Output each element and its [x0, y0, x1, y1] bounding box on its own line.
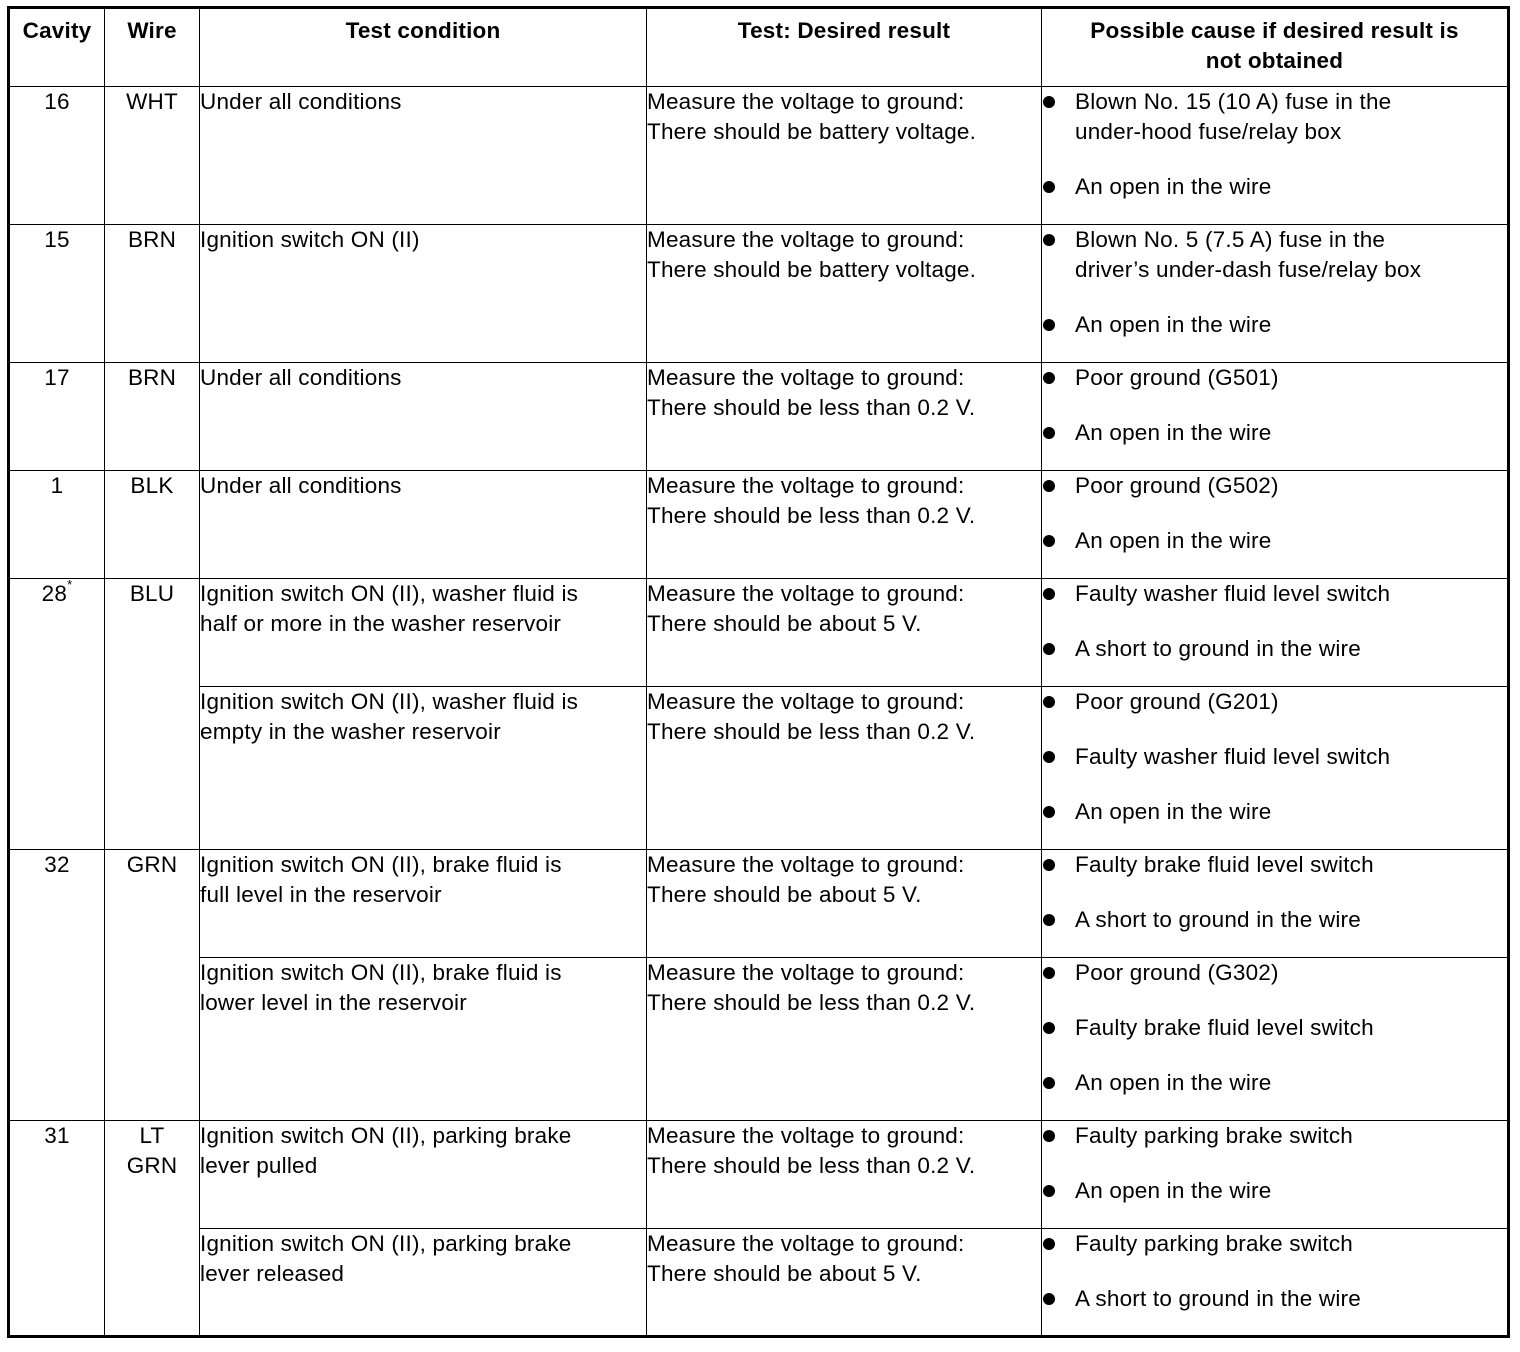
possible-cause-cell — [1042, 1229, 1509, 1337]
bullet-icon — [1043, 1022, 1055, 1034]
bullet-icon — [1043, 535, 1055, 547]
cause-item — [1042, 418, 1507, 448]
cause-text: An open in the wire — [1075, 312, 1272, 337]
cause-text: An open in the wire — [1075, 799, 1272, 824]
test-condition-cell — [200, 1229, 647, 1337]
desired-result-cell — [647, 850, 1042, 958]
cavity-cell — [9, 471, 105, 579]
table-row — [9, 687, 1509, 850]
cause-item — [1042, 634, 1507, 664]
cause-text: A short to ground in the wire — [1075, 907, 1361, 932]
wire-cell — [105, 87, 200, 225]
cavity-cell — [9, 576, 105, 850]
cause-item — [1042, 471, 1507, 501]
header-possible-cause-line2: not obtained — [1205, 48, 1344, 73]
table-row — [9, 87, 1509, 225]
desired-result-text: Measure the voltage to ground: — [647, 89, 965, 114]
cause-item — [1042, 905, 1507, 935]
cause-item — [1042, 797, 1507, 827]
table-row — [9, 1121, 1509, 1229]
table-row — [9, 958, 1509, 1121]
cavity-cell — [9, 225, 105, 363]
desired-result-text: There should be about 5 V. — [647, 882, 922, 907]
cause-text: An open in the wire — [1075, 528, 1272, 553]
bullet-icon — [1043, 696, 1055, 708]
cause-text: Faulty washer fluid level switch — [1075, 744, 1391, 769]
cause-item — [1042, 87, 1507, 147]
table-row — [9, 225, 1509, 363]
desired-result-text: There should be less than 0.2 V. — [647, 1153, 976, 1178]
wire-color: BRN — [127, 227, 177, 252]
desired-result-text: Measure the voltage to ground: — [647, 1123, 965, 1148]
cavity-number: 31 — [44, 1123, 70, 1148]
test-condition-cell — [200, 850, 647, 958]
header-desired-result: Test: Desired result — [647, 8, 1042, 87]
test-condition-text: Ignition switch ON (II), brake fluid is — [200, 960, 562, 985]
test-condition-text: half or more in the washer reservoir — [200, 611, 562, 636]
table-row — [9, 1229, 1509, 1337]
cause-item — [1042, 225, 1507, 285]
desired-result-text: Measure the voltage to ground: — [647, 852, 965, 877]
cause-text: driver’s under-dash fuse/relay box — [1075, 257, 1422, 282]
test-condition-cell — [200, 363, 647, 471]
table-row — [9, 363, 1509, 471]
test-condition-text: Under all conditions — [200, 89, 402, 114]
cause-list — [1042, 471, 1507, 556]
bullet-icon — [1043, 372, 1055, 384]
cavity-cell — [9, 363, 105, 471]
bullet-icon — [1043, 967, 1055, 979]
header-row — [9, 8, 1509, 87]
cause-text: A short to ground in the wire — [1075, 1286, 1361, 1311]
wire-cell — [105, 225, 200, 363]
cause-item — [1042, 958, 1507, 988]
diagnostic-table — [7, 6, 1510, 1338]
desired-result-text: There should be less than 0.2 V. — [647, 719, 976, 744]
possible-cause-cell — [1042, 363, 1509, 471]
cause-item — [1042, 1013, 1507, 1043]
test-condition-cell — [200, 687, 647, 850]
possible-cause-cell — [1042, 579, 1509, 687]
test-condition-cell — [200, 1121, 647, 1229]
bullet-icon — [1043, 806, 1055, 818]
wire-cell — [105, 471, 200, 579]
cause-list — [1042, 687, 1507, 827]
desired-result-cell — [647, 87, 1042, 225]
desired-result-cell — [647, 1229, 1042, 1337]
desired-result-text: Measure the voltage to ground: — [647, 960, 965, 985]
cause-text: Faulty brake fluid level switch — [1075, 1015, 1374, 1040]
cause-text: Blown No. 5 (7.5 A) fuse in the — [1075, 227, 1386, 252]
table-row — [9, 579, 1509, 687]
cause-text: A short to ground in the wire — [1075, 636, 1361, 661]
cause-list — [1042, 87, 1507, 202]
desired-result-text: Measure the voltage to ground: — [647, 581, 965, 606]
wire-color: BLU — [129, 581, 175, 606]
test-condition-text: full level in the reservoir — [200, 882, 442, 907]
bullet-icon — [1043, 181, 1055, 193]
desired-result-text: There should be battery voltage. — [647, 119, 977, 144]
possible-cause-cell — [1042, 958, 1509, 1121]
header-cavity: Cavity — [9, 8, 105, 87]
table-row — [9, 850, 1509, 958]
bullet-icon — [1043, 319, 1055, 331]
cause-text: Faulty washer fluid level switch — [1075, 581, 1391, 606]
bullet-icon — [1043, 859, 1055, 871]
bullet-icon — [1043, 96, 1055, 108]
bullet-icon — [1043, 588, 1055, 600]
test-condition-text: lever released — [200, 1261, 345, 1286]
cause-item — [1042, 1284, 1507, 1314]
cause-text: An open in the wire — [1075, 1070, 1272, 1095]
bullet-icon — [1043, 751, 1055, 763]
wire-color: BRN — [127, 365, 177, 390]
cause-item — [1042, 742, 1507, 772]
possible-cause-cell — [1042, 687, 1509, 850]
desired-result-text: There should be less than 0.2 V. — [647, 503, 976, 528]
desired-result-text: There should be less than 0.2 V. — [647, 990, 976, 1015]
cavity-footnote-mark: * — [67, 576, 73, 592]
test-condition-text: lever pulled — [200, 1153, 318, 1178]
bullet-icon — [1043, 234, 1055, 246]
cause-text: Faulty parking brake switch — [1075, 1231, 1354, 1256]
test-condition-text: Ignition switch ON (II), brake fluid is — [200, 852, 562, 877]
bullet-icon — [1043, 1077, 1055, 1089]
cavity-number: 15 — [44, 227, 70, 252]
test-condition-text: Ignition switch ON (II), parking brake — [200, 1123, 572, 1148]
possible-cause-cell — [1042, 850, 1509, 958]
test-condition-cell — [200, 958, 647, 1121]
test-condition-cell — [200, 579, 647, 687]
cause-text: Faulty brake fluid level switch — [1075, 852, 1374, 877]
bullet-icon — [1043, 427, 1055, 439]
bullet-icon — [1043, 914, 1055, 926]
cavity-cell — [9, 850, 105, 1121]
cause-text: Poor ground (G302) — [1075, 960, 1279, 985]
desired-result-text: There should be about 5 V. — [647, 1261, 922, 1286]
bullet-icon — [1043, 643, 1055, 655]
test-condition-text: Ignition switch ON (II) — [200, 227, 420, 252]
cause-text: Poor ground (G201) — [1075, 689, 1279, 714]
cause-text: under-hood fuse/relay box — [1075, 119, 1342, 144]
test-condition-text: lower level in the reservoir — [200, 990, 467, 1015]
desired-result-cell — [647, 225, 1042, 363]
cause-list — [1042, 363, 1507, 448]
wire-color: GRN — [126, 1153, 178, 1178]
desired-result-cell — [647, 958, 1042, 1121]
table-header — [9, 8, 1509, 87]
cause-text: Faulty parking brake switch — [1075, 1123, 1354, 1148]
cause-list — [1042, 958, 1507, 1098]
cause-text: An open in the wire — [1075, 420, 1272, 445]
test-condition-cell — [200, 87, 647, 225]
cause-item — [1042, 1229, 1507, 1259]
cause-item — [1042, 310, 1507, 340]
wire-color: LT — [139, 1123, 165, 1148]
header-wire: Wire — [105, 8, 200, 87]
cause-text: Blown No. 15 (10 A) fuse in the — [1075, 89, 1392, 114]
desired-result-cell — [647, 1121, 1042, 1229]
cause-item — [1042, 1121, 1507, 1151]
test-condition-cell — [200, 471, 647, 579]
cause-item — [1042, 1068, 1507, 1098]
desired-result-text: There should be battery voltage. — [647, 257, 977, 282]
desired-result-text: There should be less than 0.2 V. — [647, 395, 976, 420]
test-condition-text: Under all conditions — [200, 365, 402, 390]
wire-cell — [105, 363, 200, 471]
possible-cause-cell — [1042, 87, 1509, 225]
cause-item — [1042, 363, 1507, 393]
bullet-icon — [1043, 1185, 1055, 1197]
possible-cause-cell — [1042, 1121, 1509, 1229]
cavity-number: 16 — [44, 89, 70, 114]
cavity-cell — [9, 1121, 105, 1337]
cavity-number: 1 — [50, 473, 64, 498]
desired-result-text: Measure the voltage to ground: — [647, 365, 965, 390]
cavity-number: 28 — [41, 581, 68, 606]
desired-result-text: Measure the voltage to ground: — [647, 473, 965, 498]
test-condition-cell — [200, 225, 647, 363]
possible-cause-cell — [1042, 225, 1509, 363]
cause-text: An open in the wire — [1075, 174, 1272, 199]
cause-item — [1042, 526, 1507, 556]
possible-cause-cell — [1042, 471, 1509, 579]
cavity-number: 17 — [44, 365, 70, 390]
cause-item — [1042, 850, 1507, 880]
header-possible-cause — [1042, 8, 1509, 87]
table-row — [9, 471, 1509, 579]
cause-item — [1042, 1176, 1507, 1206]
wire-color: GRN — [126, 852, 178, 877]
desired-result-cell — [647, 363, 1042, 471]
test-condition-text: Ignition switch ON (II), washer fluid is — [200, 689, 579, 714]
cause-text: Poor ground (G501) — [1075, 365, 1279, 390]
test-condition-text: Under all conditions — [200, 473, 402, 498]
test-condition-text: Ignition switch ON (II), parking brake — [200, 1231, 572, 1256]
header-possible-cause-line1: Possible cause if desired result is — [1090, 18, 1459, 43]
wire-cell — [105, 579, 200, 850]
bullet-icon — [1043, 1238, 1055, 1250]
bullet-icon — [1043, 1130, 1055, 1142]
cause-list — [1042, 1229, 1507, 1314]
cause-list — [1042, 579, 1507, 664]
bullet-icon — [1043, 480, 1055, 492]
cause-item — [1042, 172, 1507, 202]
test-condition-text: empty in the washer reservoir — [200, 719, 501, 744]
test-condition-text: Ignition switch ON (II), washer fluid is — [200, 581, 579, 606]
cause-text: An open in the wire — [1075, 1178, 1272, 1203]
cause-list — [1042, 850, 1507, 935]
desired-result-text: Measure the voltage to ground: — [647, 689, 965, 714]
cause-list — [1042, 1121, 1507, 1206]
bullet-icon — [1043, 1293, 1055, 1305]
cause-item — [1042, 687, 1507, 717]
cavity-cell — [9, 87, 105, 225]
desired-result-text: Measure the voltage to ground: — [647, 227, 965, 252]
wire-cell — [105, 1121, 200, 1337]
cause-item — [1042, 579, 1507, 609]
desired-result-text: Measure the voltage to ground: — [647, 1231, 965, 1256]
wire-color: BLK — [130, 473, 174, 498]
desired-result-cell — [647, 471, 1042, 579]
header-test-condition: Test condition — [200, 8, 647, 87]
cause-list — [1042, 225, 1507, 340]
wire-color: WHT — [126, 89, 178, 114]
table-body — [9, 87, 1509, 1337]
wire-cell — [105, 850, 200, 1121]
cause-text: Poor ground (G502) — [1075, 473, 1279, 498]
desired-result-cell — [647, 687, 1042, 850]
desired-result-text: There should be about 5 V. — [647, 611, 922, 636]
desired-result-cell — [647, 579, 1042, 687]
cavity-number: 32 — [44, 852, 70, 877]
